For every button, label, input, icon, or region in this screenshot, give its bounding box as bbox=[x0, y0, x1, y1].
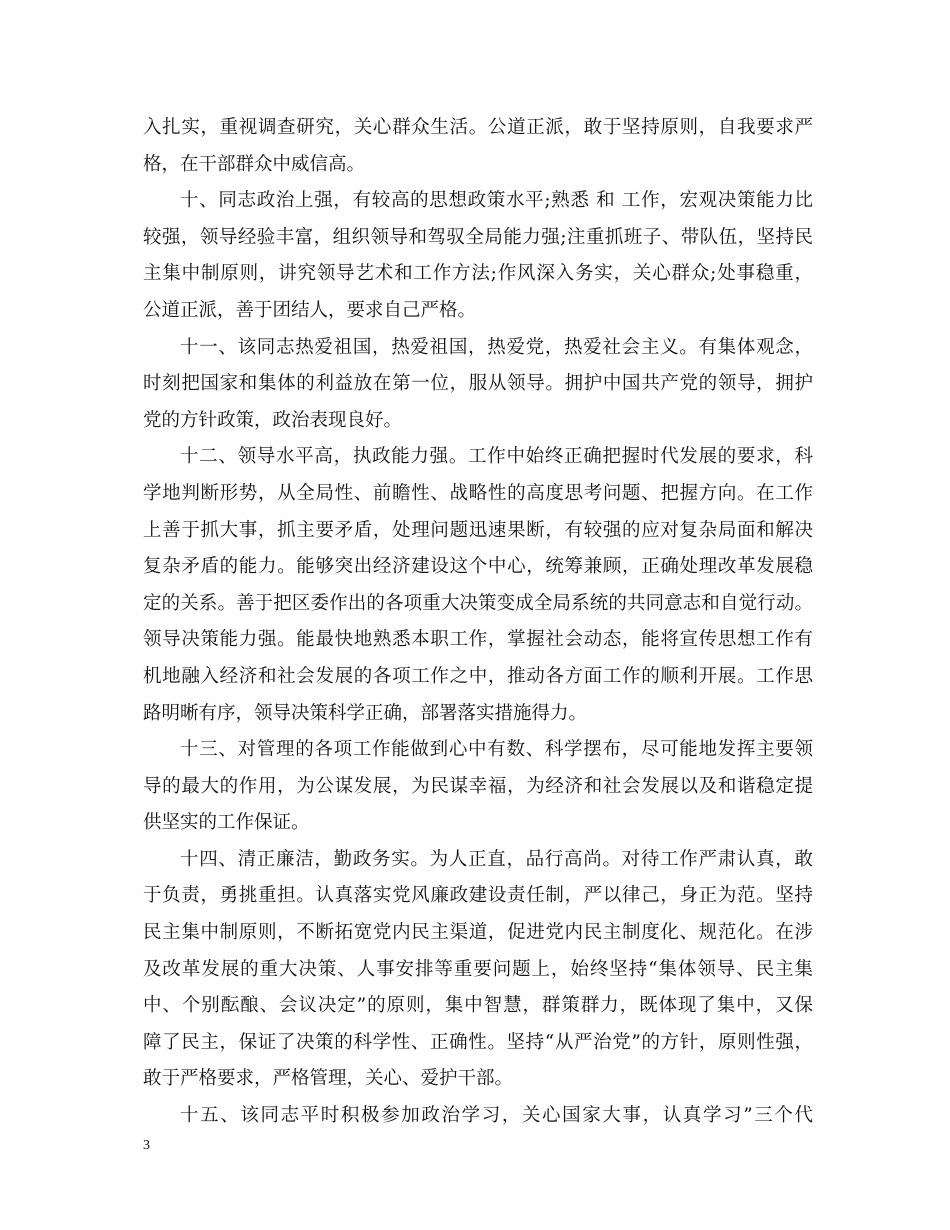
text-line: 障了民主，保证了决策的科学性、正确性。坚持“从严治党”的方针，原则性强， bbox=[143, 1031, 813, 1053]
paragraph-first-line: 十三、对管理的各项工作能做到心中有数、科学摆布，尽可能地发挥主要领 bbox=[180, 739, 813, 761]
paragraph-first-line: 十一、该同志热爱祖国，热爱祖国，热爱党，热爱社会主义。有集体观念， bbox=[180, 336, 813, 358]
text-line: 路明晰有序，领导决策科学正确，部署落实措施得力。 bbox=[143, 702, 588, 724]
text-line: 中、个别酝酿、会议决定”的原则，集中智慧，群策群力，既体现了集中，又保 bbox=[143, 995, 813, 1017]
text-line: 机地融入经济和社会发展的各项工作之中，推动各方面工作的顺利开展。工作思 bbox=[143, 665, 813, 687]
text-line: 民主集中制原则，不断拓宽党内民主渠道，促进党内民主制度化、规范化。在涉 bbox=[143, 922, 813, 944]
text-line: 党的方针政策，政治表现良好。 bbox=[143, 409, 403, 431]
text-line: 学地判断形势，从全局性、前瞻性、战略性的高度思考问题、把握方向。在工作 bbox=[143, 482, 813, 504]
text-line: 入扎实，重视调查研究，关心群众生活。公道正派，敢于坚持原则，自我要求严 bbox=[143, 117, 813, 138]
text-line: 主集中制原则，讲究领导艺术和工作方法;作风深入务实，关心群众;处事稳重， bbox=[143, 263, 813, 285]
text-line: 及改革发展的重大决策、人事安排等重要问题上，始终坚持“集体领导、民主集 bbox=[143, 958, 813, 980]
text-line: 复杂矛盾的能力。能够突出经济建设这个中心，统筹兼顾，正确处理改革发展稳 bbox=[143, 556, 813, 578]
text-line: 于负责，勇挑重担。认真落实党风廉政建设责任制，严以律己，身正为范。坚持 bbox=[143, 885, 813, 907]
paragraph-first-line: 十二、领导水平高，执政能力强。工作中始终正确把握时代发展的要求，科 bbox=[180, 446, 813, 468]
text-line: 导的最大的作用，为公谋发展，为民谋幸福，为经济和社会发展以及和谐稳定提 bbox=[143, 775, 813, 797]
text-line: 格，在干部群众中威信高。 bbox=[143, 153, 366, 175]
text-line: 定的关系。善于把区委作出的各项重大决策变成全局系统的共同意志和自觉行动。 bbox=[143, 592, 813, 614]
text-line: 时刻把国家和集体的利益放在第一位，服从领导。拥护中国共产党的领导，拥护 bbox=[143, 373, 813, 395]
text-line: 敢于严格要求，严格管理，关心、爱护干部。 bbox=[143, 1068, 514, 1090]
text-line: 领导决策能力强。能最快地熟悉本职工作，掌握社会动态，能将宣传思想工作有 bbox=[143, 629, 813, 651]
text-line: 较强，领导经验丰富，组织领导和驾驭全局能力强;注重抓班子、带队伍，坚持民 bbox=[143, 226, 813, 248]
text-line: 公道正派，善于团结人，要求自己严格。 bbox=[143, 299, 477, 321]
text-line: 供坚实的工作保证。 bbox=[143, 812, 310, 834]
page-number: 3 bbox=[143, 1138, 150, 1153]
paragraph-first-line: 十四、清正廉洁，勤政务实。为人正直，品行高尚。对待工作严肃认真，敢 bbox=[180, 848, 813, 870]
paragraph-first-line: 十五、该同志平时积极参加政治学习，关心国家大事，认真学习”三个代 bbox=[180, 1105, 813, 1127]
text-line: 上善于抓大事，抓主要矛盾，处理问题迅速果断，有较强的应对复杂局面和解决 bbox=[143, 519, 813, 541]
paragraph-first-line: 十、同志政治上强，有较高的思想政策水平;熟悉 和 工作，宏观决策能力比 bbox=[180, 190, 813, 212]
document-body bbox=[143, 110, 813, 1135]
